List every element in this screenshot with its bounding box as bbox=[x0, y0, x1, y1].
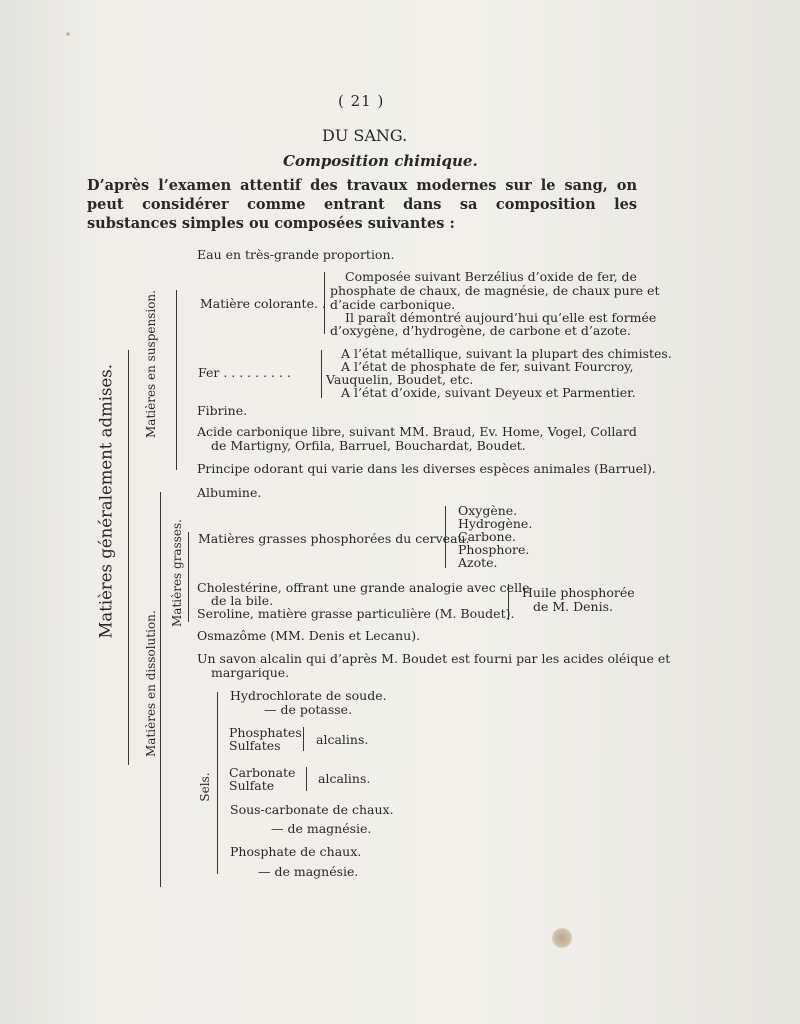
fer-line-2: A l’état de phosphate de fer, suivant Fourcroy, bbox=[341, 359, 634, 374]
acide-line-2: de Martigny, Orfila, Barruel, Bouchardat, Boudet. bbox=[211, 438, 526, 453]
cholesterine-line-1: Cholestérine, offrant une grande analogie avec celle bbox=[197, 580, 530, 595]
page-number: ( 21 ) bbox=[338, 92, 385, 110]
side-label-main: Matières généralement admises. bbox=[96, 364, 116, 639]
alcalins-text-2: alcalins. bbox=[318, 771, 371, 786]
albumine-text: Albumine. bbox=[197, 485, 262, 500]
seroline-text: Seroline, matière grasse particulière (M. Boudet). bbox=[197, 606, 515, 621]
grasses-brace bbox=[188, 532, 189, 622]
sous-carbonate-text: Sous-carbonate de chaux. bbox=[230, 802, 394, 817]
element-hydrogene: Hydrogène. bbox=[458, 516, 533, 531]
fer-label: Fer . . . . . . . . . bbox=[198, 365, 291, 380]
fer-brace bbox=[321, 350, 322, 398]
hydrochlorate-text: Hydrochlorate de soude. bbox=[230, 688, 387, 703]
element-oxygene: Oxygène. bbox=[458, 503, 518, 518]
fer-line-3: Vauquelin, Boudet, etc. bbox=[326, 372, 474, 387]
magnesie-text-1: — de magnésie. bbox=[271, 821, 372, 836]
element-carbone: Carbone. bbox=[458, 529, 516, 544]
intro-paragraph: D’après l’examen attentif des travaux modernes sur le sang, on peut considérer comme entrant dans sa composition les substances simples ou composées suivantes : bbox=[87, 177, 637, 232]
colorante-line-1: Composée suivant Berzélius d’oxide de fer, de bbox=[345, 269, 637, 284]
alcalins-brace-2 bbox=[306, 767, 307, 791]
colorante-line-3: d’acide carbonique. bbox=[330, 297, 456, 312]
side-label-sels: Sels. bbox=[198, 772, 212, 802]
sulfate-text: Sulfate bbox=[229, 778, 275, 793]
savon-line-2: margarique. bbox=[211, 665, 290, 680]
side-label-grasses: Matières grasses. bbox=[170, 519, 184, 627]
main-brace bbox=[128, 350, 129, 765]
sels-brace bbox=[217, 692, 218, 874]
phosphate-chaux-text: Phosphate de chaux. bbox=[230, 844, 362, 859]
page-subtitle: Composition chimique. bbox=[283, 152, 478, 170]
element-azote: Azote. bbox=[458, 555, 498, 570]
huile-line-1: Huile phosphorée bbox=[522, 585, 635, 600]
paper-stain bbox=[552, 928, 572, 948]
page-title: DU SANG. bbox=[322, 126, 408, 145]
savon-line-1: Un savon alcalin qui d’après M. Boudet est fourni par les acides oléique et bbox=[197, 651, 671, 666]
cholesterine-line-2: de la bile. bbox=[211, 593, 274, 608]
principe-text: Principe odorant qui varie dans les diverses espèces animales (Barruel). bbox=[197, 461, 656, 476]
potasse-text: — de potasse. bbox=[264, 702, 353, 717]
fer-line-4: A l’état d’oxide, suivant Deyeux et Parmentier. bbox=[341, 385, 636, 400]
sulfates-text: Sulfates bbox=[229, 738, 281, 753]
colorante-line-4: Il paraît démontré aujourd’hui qu’elle est formée bbox=[345, 310, 657, 325]
eau-text: Eau en très-grande proportion. bbox=[197, 247, 395, 262]
side-label-dissolution: Matières en dissolution. bbox=[144, 610, 158, 757]
alcalins-text-1: alcalins. bbox=[316, 732, 369, 747]
fer-line-1: A l’état métallique, suivant la plupart des chimistes. bbox=[341, 346, 672, 361]
carbonate-text: Carbonate bbox=[229, 765, 296, 780]
phosphates-text: Phosphates bbox=[229, 725, 302, 740]
colorante-label: Matière colorante. . bbox=[200, 296, 326, 311]
fibrine-text: Fibrine. bbox=[197, 403, 248, 418]
side-label-suspension: Matières en suspension. bbox=[144, 290, 158, 438]
dissolution-brace bbox=[160, 492, 161, 887]
colorante-line-2: phosphate de chaux, de magnésie, de chaux pure et bbox=[330, 283, 660, 298]
osmazome-text: Osmazôme (MM. Denis et Lecanu). bbox=[197, 628, 421, 643]
element-phosphore: Phosphore. bbox=[458, 542, 530, 557]
huile-line-2: de M. Denis. bbox=[533, 599, 613, 614]
acide-line-1: Acide carbonique libre, suivant MM. Braud, Ev. Home, Vogel, Collard bbox=[197, 424, 637, 439]
magnesie-text-2: — de magnésie. bbox=[258, 864, 359, 879]
suspension-brace bbox=[176, 290, 177, 470]
phosphorees-label: Matières grasses phosphorées du cerveau. bbox=[198, 531, 470, 546]
colorante-line-5: d’oxygène, d’hydrogène, de carbone et d’azote. bbox=[330, 323, 631, 338]
paper-stain-small bbox=[66, 32, 70, 36]
alcalins-brace-1 bbox=[303, 727, 304, 751]
